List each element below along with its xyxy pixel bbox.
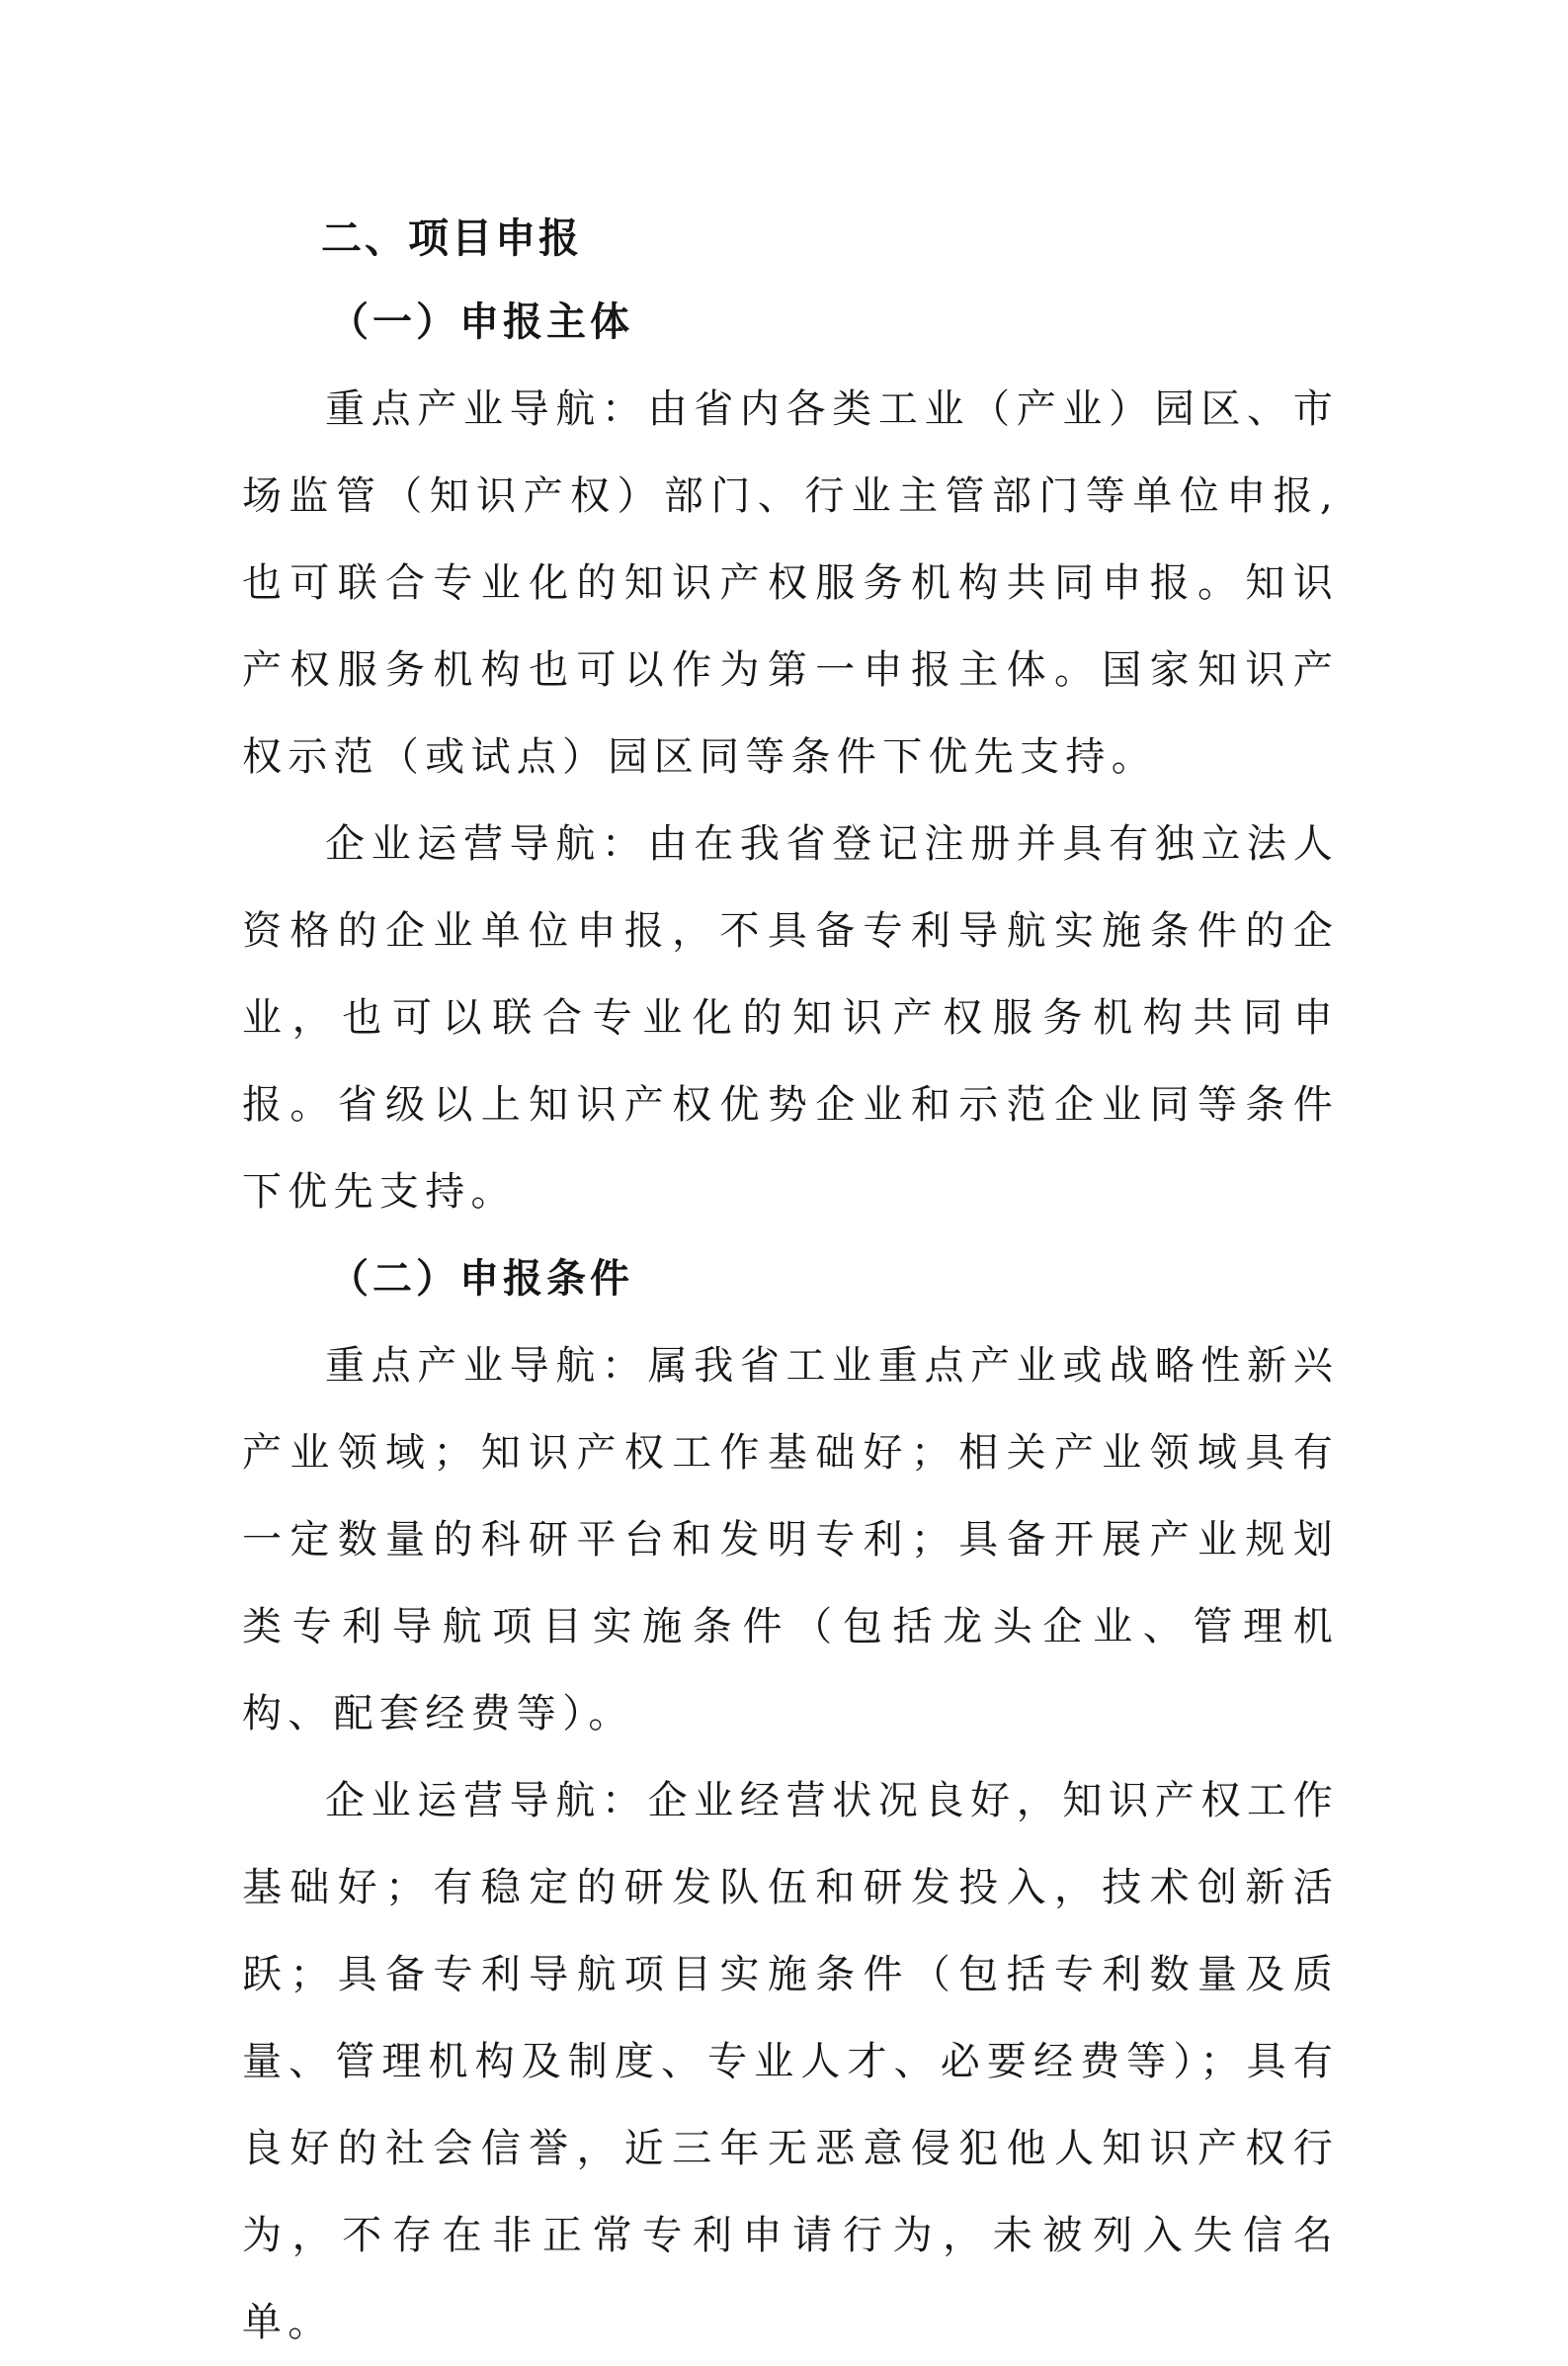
document-body xyxy=(242,198,1339,2366)
paragraph-enterprise-conditions: 企业运营导航：企业经营状况良好，知识产权工作基础好；有稳定的研发队伍和研发投入，技术创新活跃；具备专利导航项目实施条件（包括专利数量及质量、管理机构及制度、专业人才、必要经费等）；具有良好的社会信誉，近三年无恶意侵犯他人知识产权行为，不存在非正常专利申请行为，未被列入失信名单。 xyxy=(242,1778,1339,2345)
subsection-title-applicant: （一）申报主体 xyxy=(329,298,633,345)
paragraph-enterprise-applicant: 企业运营导航：由在我省登记注册并具有独立法人资格的企业单位申报，不具备专利导航实施条件的企业，也可以联合专业化的知识产权服务机构共同申报。省级以上知识产权优势企业和示范企业同等条件下优先支持。 xyxy=(242,821,1339,1215)
paragraph-key-industry-applicant: 重点产业导航：由省内各类工业（产业）园区、市场监管（知识产权）部门、行业主管部门等单位申报,也可联合专业化的知识产权服务机构共同申报。知识产权服务机构也可以作为第一申报主体。国家知识产权示范（或试点）园区同等条件下优先支持。 xyxy=(242,386,1339,780)
section-title: 二、项目申报 xyxy=(321,214,582,262)
subsection-title-conditions: （二）申报条件 xyxy=(329,1255,633,1302)
paragraph-key-industry-conditions: 重点产业导航：属我省工业重点产业或战略性新兴产业领域；知识产权工作基础好；相关产业领域具有一定数量的科研平台和发明专利；具备开展产业规划类专利导航项目实施条件（包括龙头企业、管理机构、配套经费等）。 xyxy=(242,1343,1339,1736)
